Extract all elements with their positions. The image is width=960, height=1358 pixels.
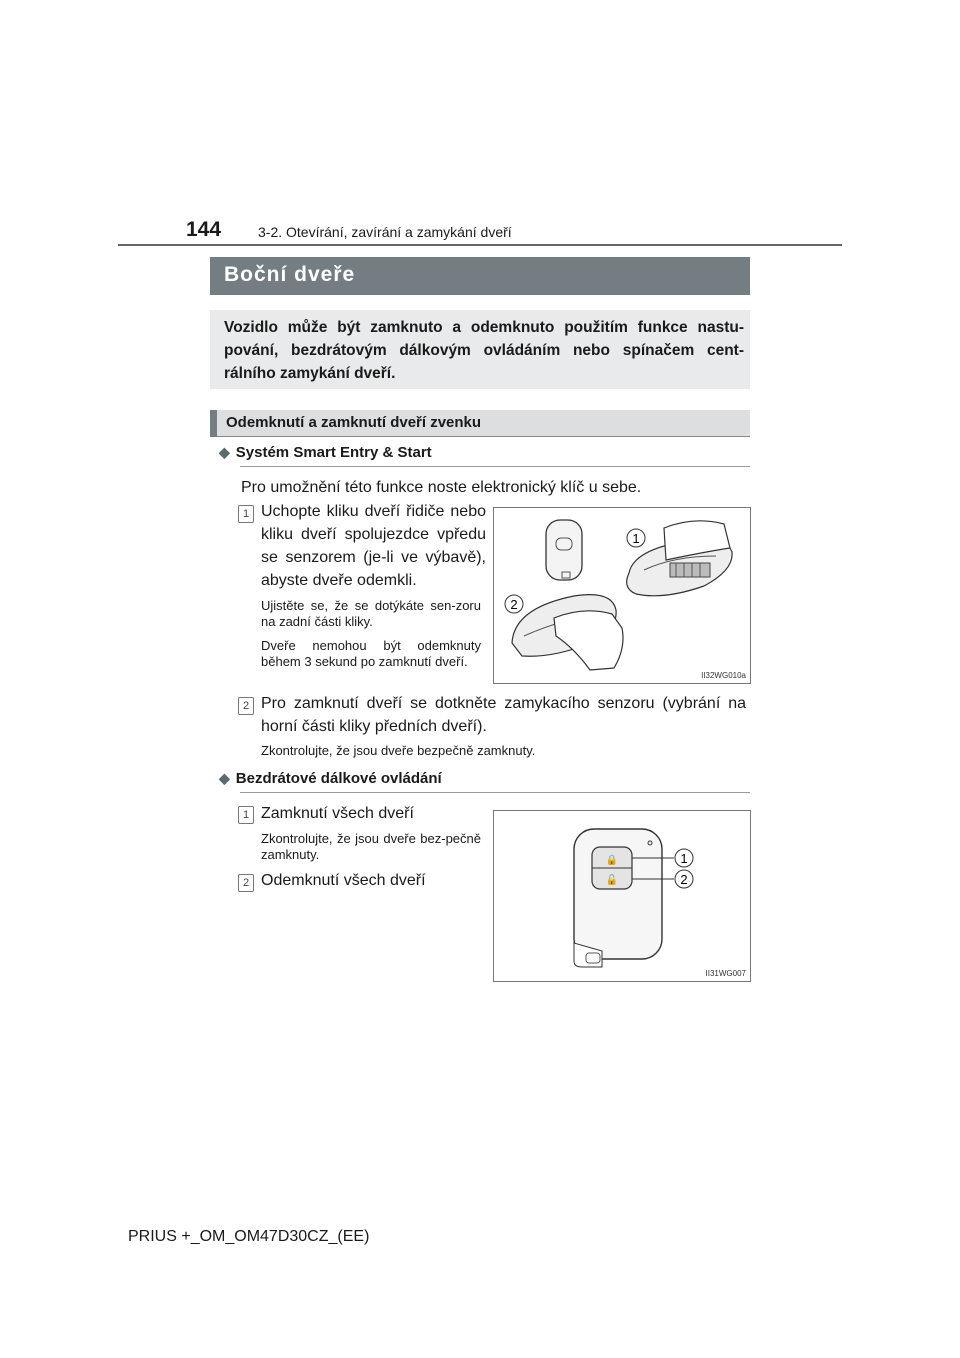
- subsection-accent: [210, 410, 217, 437]
- diamond-icon: ◆: [219, 444, 230, 460]
- remote-step1-note: Zkontrolujte, že jsou dveře bez-pečně zamknuty.: [261, 831, 481, 862]
- smart-entry-heading: [219, 444, 432, 461]
- smart-entry-lead: Pro umožnění této funkce noste elektronický klíč u sebe.: [241, 479, 642, 496]
- step1-text: Uchopte kliku dveří řidiče nebo kliku dveří spolujezdce vpředu se senzorem (je-li ve výbavě), abyste dveře odemkli.: [261, 503, 486, 589]
- subsection-title: Odemknutí a zamknutí dveří zvenku: [226, 414, 482, 431]
- step1-note-1: Ujistěte se, že se dotýkáte sen-zoru na zadní části kliky.: [261, 598, 481, 629]
- heading-rule: [240, 792, 750, 793]
- callout-2: 2: [680, 872, 688, 887]
- step-number-1: 1: [238, 505, 254, 523]
- figure-code: II32WG010a: [701, 671, 746, 680]
- door-handle-figure: [493, 507, 751, 684]
- callout-1: 1: [680, 851, 688, 866]
- footer-doc-id: PRIUS +_OM_OM47D30CZ_(EE): [128, 1228, 370, 1245]
- page-number: 144: [186, 218, 222, 241]
- intro-text: Vozidlo může být zamknuto a odemknuto použitím funkce nastu-pování, bezdrátovým dálkovým ovládáním nebo spínačem cent-rálního zamykání dveří.: [224, 319, 744, 382]
- step1-note-2: Dveře nemohou být odemknuty během 3 sekund po zamknutí dveří.: [261, 638, 481, 669]
- step-number-2: 2: [238, 697, 254, 715]
- callout-2: 2: [510, 597, 518, 612]
- step2-note: Zkontrolujte, že jsou dveře bezpečně zamknuty.: [261, 743, 536, 758]
- callout-1: 1: [632, 531, 640, 546]
- remote-step-number-2: 2: [238, 874, 254, 892]
- heading-rule: [240, 466, 750, 467]
- header-rule: [118, 244, 842, 246]
- figure-code: II31WG007: [705, 969, 746, 978]
- remote-step1-text: Zamknutí všech dveří: [261, 805, 414, 822]
- remote-step-number-1: 1: [238, 806, 254, 824]
- remote-step2-text: Odemknutí všech dveří: [261, 872, 426, 889]
- remote-heading: [219, 770, 442, 787]
- chapter-title: 3-2. Otevírání, zavírání a zamykání dveří: [258, 224, 512, 240]
- smart-entry-heading-text: Systém Smart Entry & Start: [235, 444, 432, 461]
- door-handle-illustration: [494, 508, 750, 683]
- step2-text: Pro zamknutí dveří se dotkněte zamykacího senzoru (vybrání na horní části kliky předních dveří).: [261, 695, 746, 735]
- remote-key-figure: [493, 810, 751, 982]
- remote-key-illustration: [494, 811, 750, 981]
- remote-heading-text: Bezdrátové dálkové ovládání: [235, 770, 442, 787]
- unlock-icon: 🔓: [605, 875, 619, 886]
- lock-icon: 🔒: [605, 855, 619, 866]
- diamond-icon: ◆: [219, 770, 230, 786]
- section-title: Boční dveře: [224, 263, 356, 286]
